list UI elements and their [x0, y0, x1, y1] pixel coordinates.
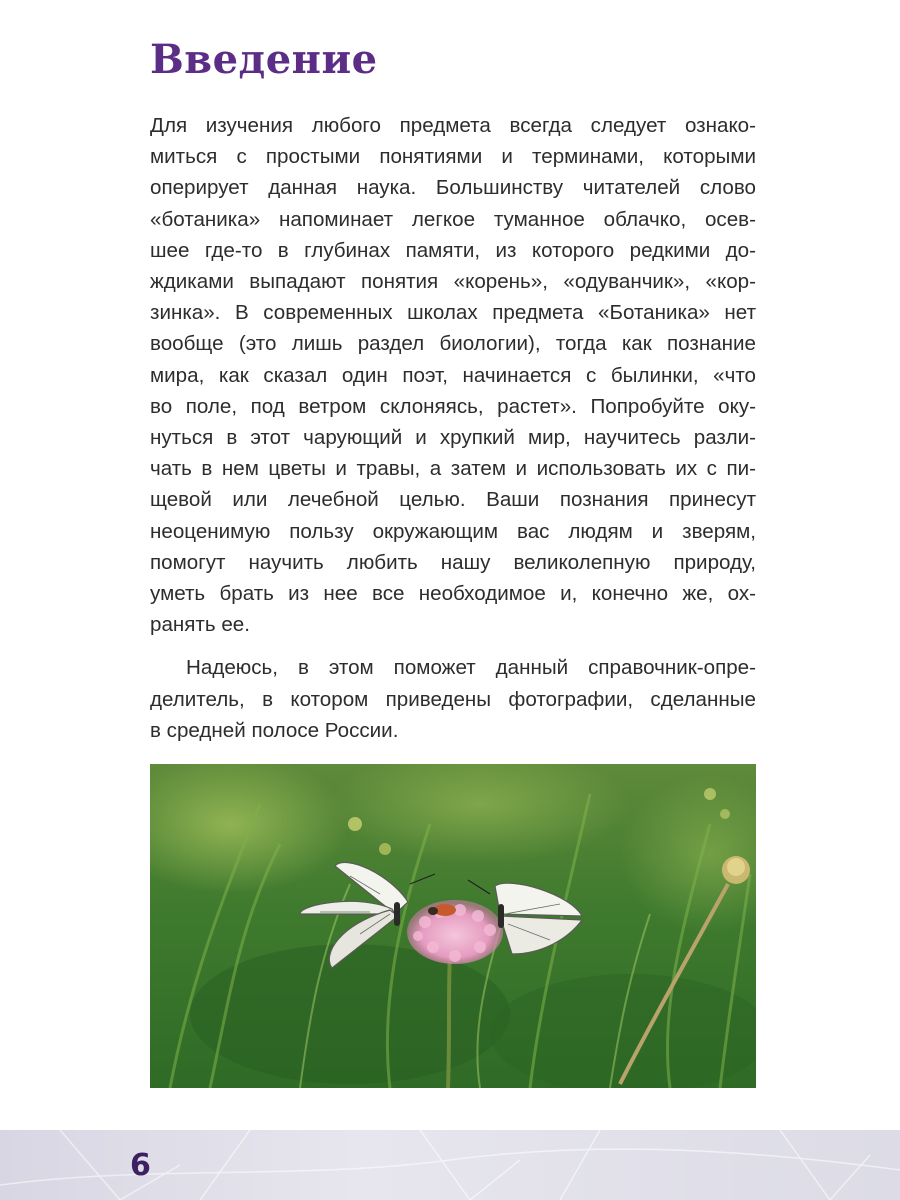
text-line: шее где-то в глубинах памяти, из которого редкими до- — [150, 238, 756, 262]
text-line: во поле, под ветром склоняясь, растет». Попробуйте оку- — [150, 394, 756, 418]
text-line: щевой или лечебной целью. Ваши познания принесут — [150, 488, 756, 512]
text-line: ранять ее. — [150, 613, 250, 637]
text-line: неоценимую пользу окружающим вас людям и зверям, — [150, 519, 756, 543]
text-line: миться с простыми понятиями и терминами, которыми — [150, 145, 756, 169]
text-line: в средней полосе России. — [150, 718, 399, 742]
text-line: помогут научить любить нашу великолепную природу, — [150, 550, 756, 574]
text-line: оперирует данная наука. Большинству читателей слово — [150, 176, 756, 200]
text-line: мира, как сказал один поэт, начинается с былинки, «что — [150, 363, 756, 387]
text-line: Надеюсь, в этом поможет данный справочник-опре- — [186, 656, 756, 680]
text-line: вообще (это лишь раздел биологии), тогда как познание — [150, 332, 756, 356]
page-title: Введение — [150, 36, 378, 83]
text-line: ждиками выпадают понятия «корень», «одуванчик», «кор- — [150, 270, 756, 294]
text-line: зинка». В современных школах предмета «Ботаника» нет — [150, 301, 756, 325]
text-line: делитель, в котором приведены фотографии, сделанные — [150, 687, 756, 711]
text-line: нуться в этот чарующий и хрупкий мир, научитесь разли- — [150, 426, 756, 450]
paragraph — [150, 652, 756, 746]
body-text — [150, 110, 756, 746]
text-line: уметь брать из нее все необходимое и, конечно же, ох- — [150, 582, 756, 606]
paragraph — [150, 110, 756, 640]
butterflies-on-clover-photo — [150, 764, 756, 1088]
text-line: «ботаника» напоминает легкое туманное облачко, осев- — [150, 207, 756, 231]
text-line: чать в нем цветы и травы, а затем и использовать их с пи- — [150, 457, 756, 481]
text-line: Для изучения любого предмета всегда следует ознако- — [150, 114, 756, 137]
page-number: 6 — [130, 1148, 151, 1183]
